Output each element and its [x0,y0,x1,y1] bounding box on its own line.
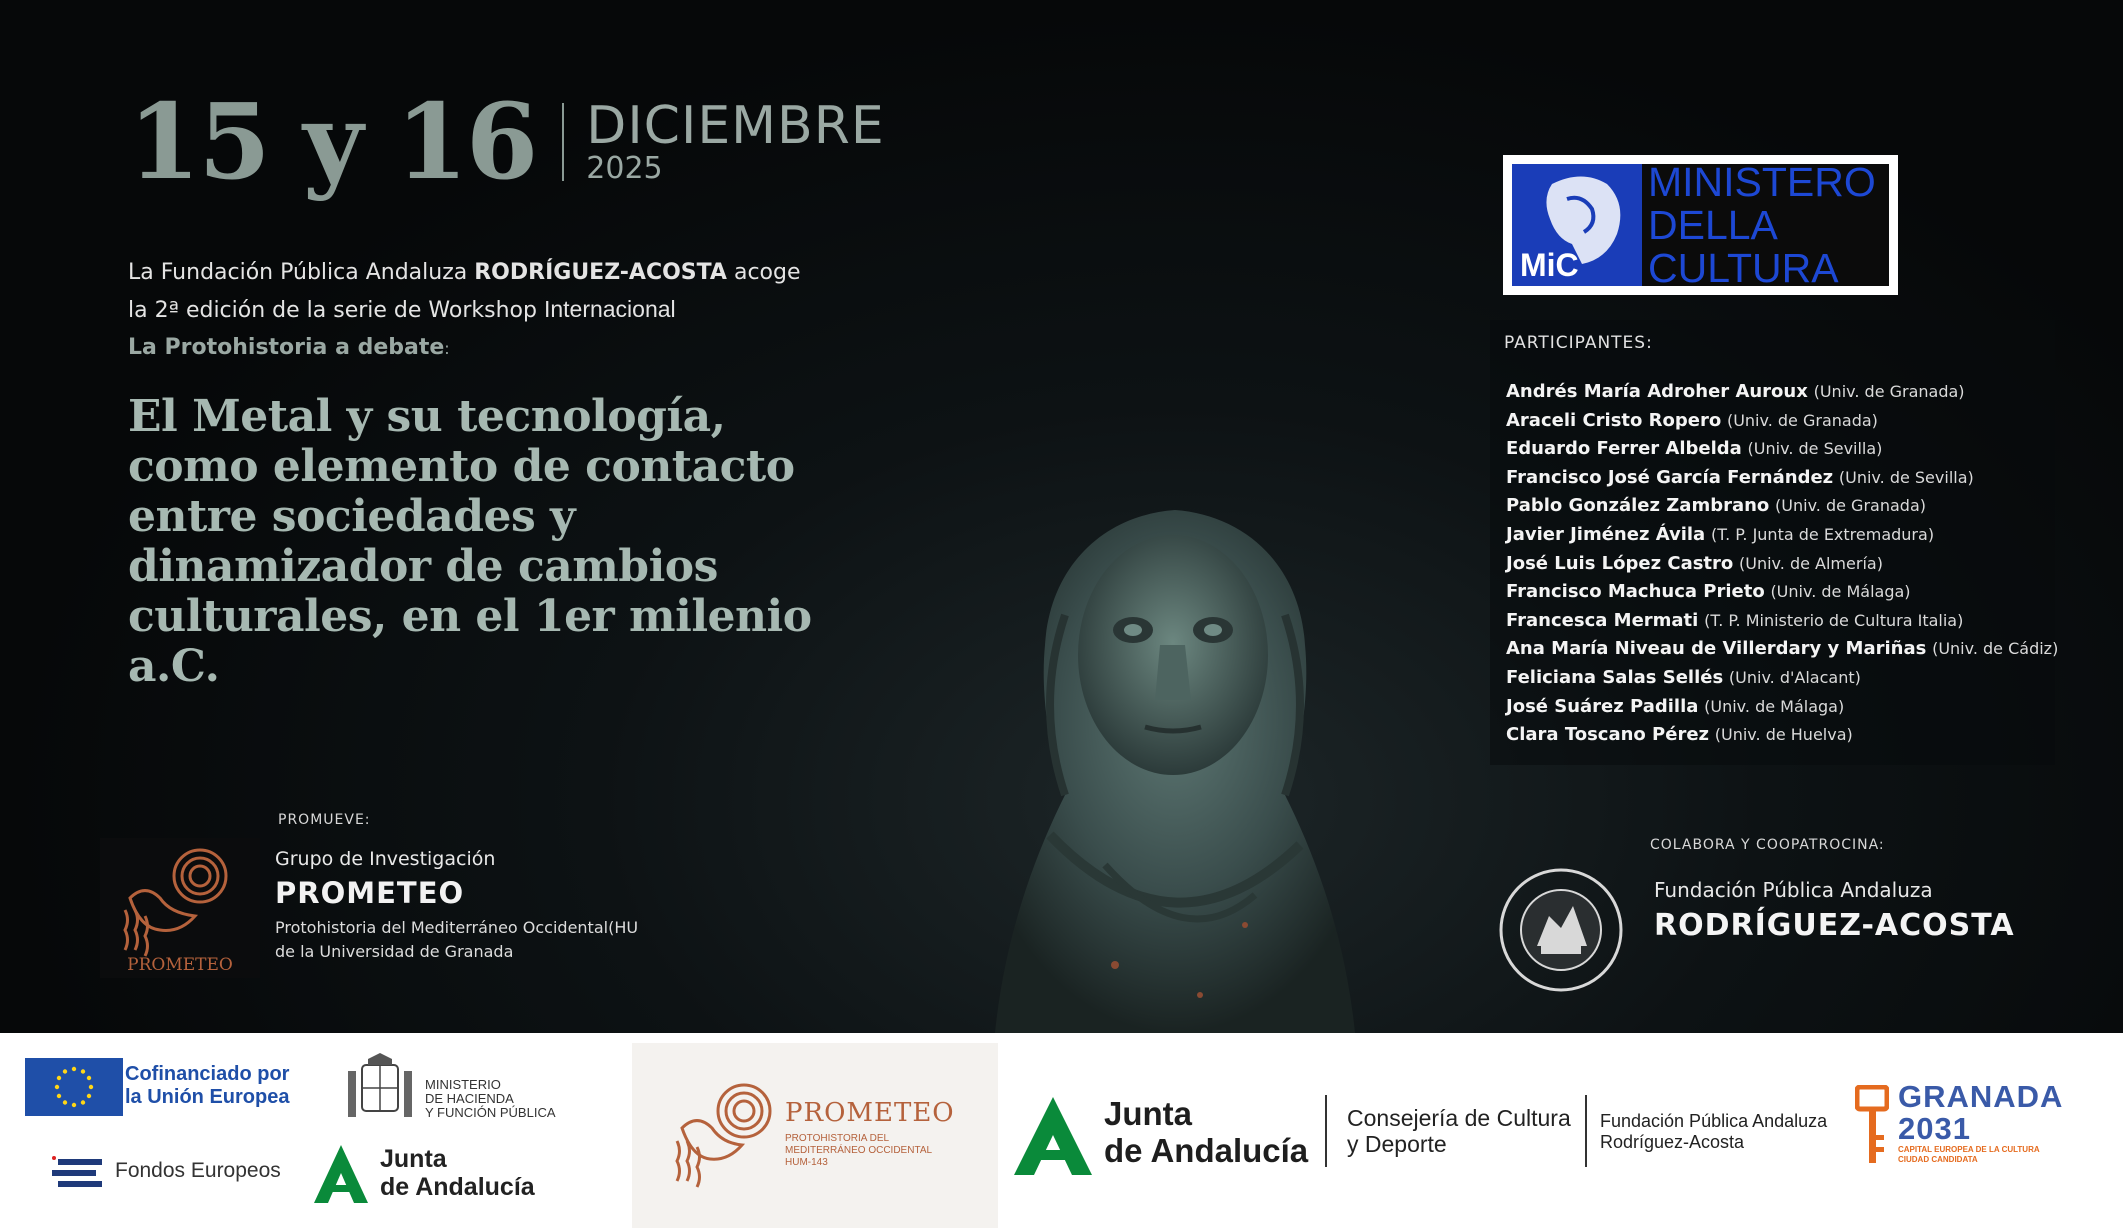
junta-small-line1: Junta [380,1145,447,1173]
consejeria-line2: y Deporte [1347,1131,1447,1157]
junta-big-line1: Junta [1104,1095,1193,1132]
participant-affiliation: (Univ. de Almería) [1739,553,1883,573]
eu-cofinanced-text [125,1063,289,1109]
intro-text [128,254,848,367]
prometeo-card-subtitle [785,1133,932,1169]
fund-line1: Fundación Pública Andaluza [1600,1111,1828,1131]
participants-title: PARTICIPANTES: [1504,333,1653,353]
sponsor-divider [1585,1095,1587,1167]
event-month: DICIEMBRE [586,95,885,156]
promueve-group [275,848,638,964]
junta-big-line2: de Andalucía [1104,1132,1309,1169]
event-date [128,80,885,203]
granada-subtitle [1898,1145,2040,1165]
granada-sub2: CIUDAD CANDIDATA [1898,1155,1978,1164]
spain-coat-of-arms-icon [340,1051,420,1131]
hacienda-line1: MINISTERIO [425,1077,501,1092]
participant-item [1506,407,2058,436]
granada-word: GRANADA [1898,1079,2064,1114]
colabora-label: COLABORA Y COOPATROCINA: [1650,837,1885,853]
mic-line3: CULTURA [1648,244,1839,291]
junta-small-line2: de Andalucía [380,1173,535,1201]
participant-affiliation: (T. P. Ministerio de Cultura Italia) [1704,610,1964,630]
participant-affiliation: (Univ. de Granada) [1726,410,1878,430]
participant-affiliation: (Univ. de Sevilla) [1747,439,1883,459]
junta-andalucia-small-text [380,1145,535,1201]
participant-affiliation: (Univ. de Málaga) [1770,582,1911,602]
mic-line1: MINISTERO [1648,158,1876,205]
participant-name: Eduardo Ferrer Albelda [1506,438,1742,460]
participant-name: Francesca Mermati [1506,609,1699,631]
participant-name: Francisco Machuca Prieto [1506,581,1765,603]
prometeo-sub1: PROTOHISTORIA DEL [785,1133,890,1144]
participant-affiliation: (Univ. de Sevilla) [1838,467,1974,487]
participant-item [1506,492,2058,521]
hacienda-line2: DE HACIENDA [425,1091,514,1106]
prometeo-sub3: HUM-143 [785,1157,828,1168]
group-desc-1: Protohistoria del Mediterráneo Occidental(HU [275,918,639,937]
participant-item [1506,464,2058,493]
participant-affiliation: (Univ. de Cádiz) [1932,639,2059,659]
prometeo-logo-text: PROMETEO [127,955,233,975]
intro-line2: la 2ª edición de la serie de Workshop [128,298,544,323]
event-year: 2025 [586,150,663,186]
granada-sub1: CAPITAL EUROPEA DE LA CULTURA [1898,1145,2040,1154]
participant-name: Javier Jiménez Ávila [1506,523,1706,545]
prometeo-logo [100,838,260,978]
participant-item [1506,635,2058,664]
granada-year: 2031 [1898,1111,1971,1146]
workshop-title: El Metal y su tecnología, como elemento de contacto entre sociedades y dinamizador de cambios culturales, en el 1er milenio a.C. [128,391,812,692]
mic-line2: DELLA [1648,201,1778,248]
eu-flag-icon [25,1058,123,1116]
participant-item [1506,664,2058,693]
participant-name: Francisco José García Fernández [1506,466,1834,488]
intro-host-name: RODRÍGUEZ-ACOSTA [474,260,727,285]
mic-emblem-icon [1512,164,1642,286]
foundation-label: Fundación Pública Andaluza [1654,878,1933,902]
group-label: Grupo de Investigación [275,848,496,870]
participant-affiliation: (Univ. de Málaga) [1704,696,1845,716]
participant-item [1506,521,2058,550]
participant-affiliation: (Univ. d'Alacant) [1728,667,1861,687]
colabora-foundation [1654,878,2015,943]
ministero-cultura-logo [1503,155,1898,295]
group-desc-2: de la Universidad de Granada [275,942,514,961]
prometeo-bird-icon [100,838,260,978]
series-name: La Protohistoria a debate [128,335,445,360]
intro-line1: La Fundación Pública Andaluza [128,260,475,285]
promueve-label: PROMUEVE: [278,812,371,828]
event-days: 15 y 16 [128,80,537,203]
participant-name: Clara Toscano Pérez [1506,724,1710,746]
fondos-europeos-text: Fondos Europeos [115,1159,281,1182]
participant-item [1506,693,2058,722]
intro-line2-tail: Internacional [543,296,676,322]
participant-item [1506,721,2058,750]
participant-affiliation: (Univ. de Granada) [1775,496,1926,516]
participant-name: José Suárez Padilla [1506,695,1699,717]
group-name: PROMETEO [275,876,465,910]
prometeo-card-title: PROMETEO [785,1098,955,1128]
prometeo-card-bird-icon [662,1073,802,1203]
participants-list [1506,378,2058,750]
fund-line2: Rodríguez-Acosta [1600,1132,1745,1152]
participant-item [1506,435,2058,464]
participant-name: Andrés María Adroher Auroux [1506,381,1808,402]
junta-andalucia-text [1104,1095,1308,1169]
junta-andalucia-small-icon [310,1143,372,1205]
series-colon: : [444,339,450,358]
bronze-statue-image [955,495,1395,1033]
sponsor-divider [1325,1095,1327,1167]
eu-line1: Cofinanciado por [125,1063,290,1085]
prometeo-sub2: MEDITERRÁNEO OCCIDENTAL [785,1145,933,1156]
participant-item [1506,607,2058,636]
intro-line1-tail: acoge [726,260,801,285]
participant-name: Pablo González Zambrano [1506,495,1770,517]
participant-item [1506,550,2058,579]
participant-affiliation: (Univ. de Huelva) [1714,725,1853,745]
eu-line2: la Unión Europea [125,1086,290,1108]
participant-name: José Luis López Castro [1506,552,1734,574]
participant-name: Ana María Niveau de Villerdary y Mariñas [1506,638,1927,660]
mic-acronym: MiC [1520,247,1579,283]
granada-2031-logo [1898,1081,2063,1145]
hacienda-line3: Y FUNCIÓN PÚBLICA [425,1105,556,1120]
fondos-europeos-icon [48,1153,108,1193]
participant-item [1506,378,2058,407]
foundation-name: RODRÍGUEZ-ACOSTA [1654,908,2015,943]
consejeria-line1: Consejería de Cultura [1347,1105,1571,1131]
participant-name: Feliciana Salas Sellés [1506,666,1724,688]
participant-item [1506,578,2058,607]
date-divider [562,103,564,181]
junta-andalucia-icon [1012,1095,1094,1177]
sponsor-band [0,1033,2123,1228]
participant-affiliation: (Univ. de Granada) [1813,382,1965,401]
fundacion-small-text [1600,1111,1827,1153]
granada-key-icon [1855,1085,1889,1165]
ministerio-hacienda-text [425,1078,556,1120]
participant-affiliation: (T. P. Junta de Extremadura) [1710,524,1935,544]
participant-name: Araceli Cristo Ropero [1506,409,1722,431]
consejeria-text [1347,1105,1571,1157]
rodriguez-acosta-seal-icon [1497,866,1625,994]
